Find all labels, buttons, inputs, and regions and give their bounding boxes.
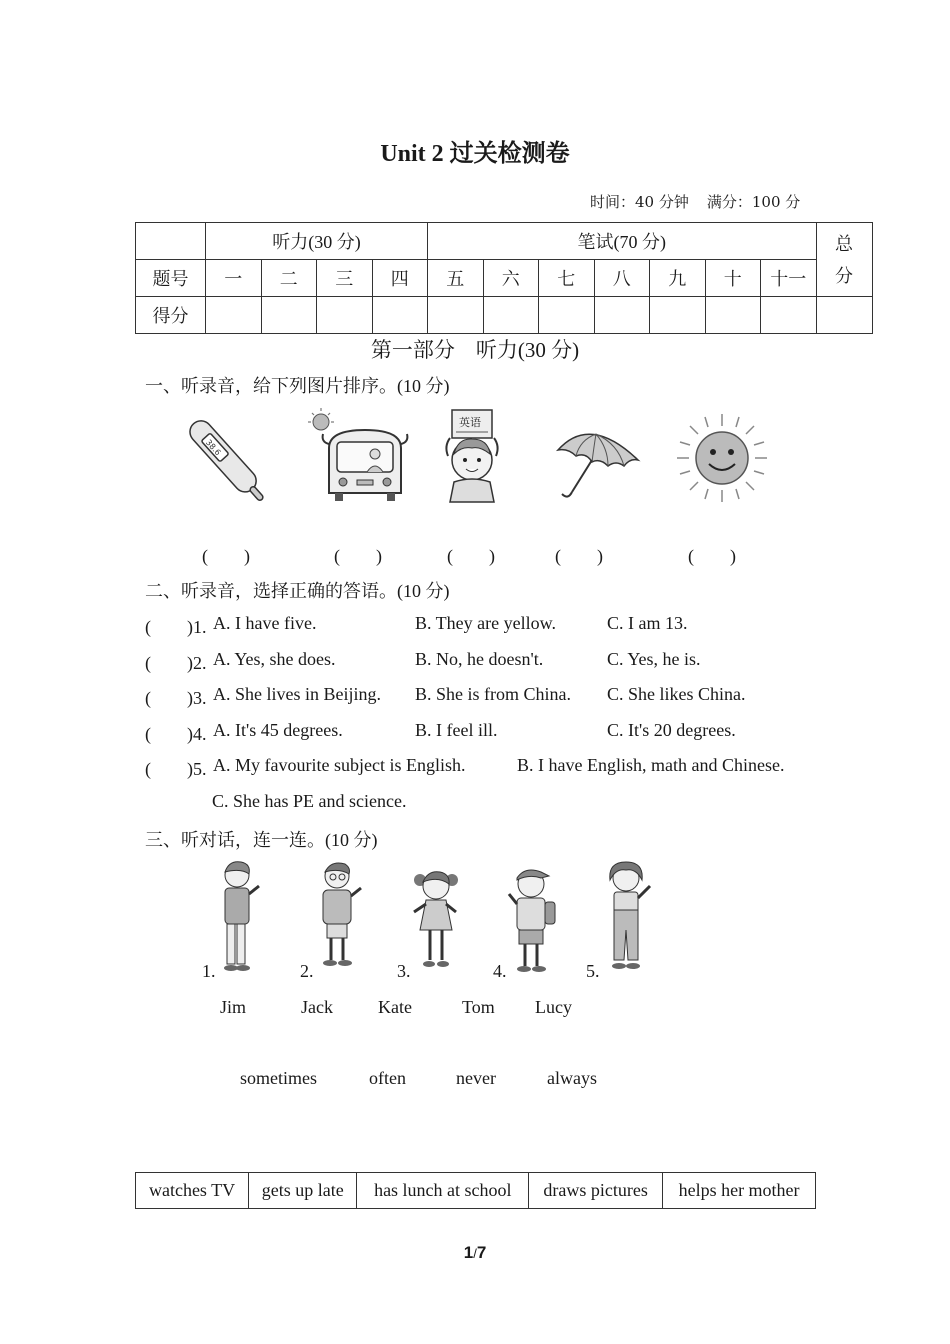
kid-tom-picture [505,866,560,976]
q2-item-5 [0,755,950,779]
q1-heading: 一、听录音，给下列图片排序。(10 分) [145,376,450,396]
score-input-cell[interactable] [261,297,317,334]
question-number-cell: 十 [705,260,761,297]
time-limit: 时间：40 分钟 [590,193,689,211]
bus-picture [305,408,410,503]
q2-item-2-option-c: C. Yes, he is. [607,649,701,669]
frequency-sometimes[interactable]: sometimes [240,1068,317,1088]
q1-blank-2[interactable]: ( ) [334,546,382,566]
kid-number-1: 1. [202,961,216,981]
kid-name-jim[interactable]: Jim [220,997,247,1017]
score-table-corner [136,223,206,260]
question-number-cell: 三 [317,260,373,297]
question-number-cell: 四 [372,260,428,297]
frequency-always[interactable]: always [547,1068,597,1088]
activity-has-lunch-at-school[interactable]: has lunch at school [357,1173,529,1209]
kid-name-kate[interactable]: Kate [378,997,412,1017]
q1-blank-4[interactable]: ( ) [555,546,603,566]
question-number-cell: 十一 [761,260,817,297]
total-pages: 7 [476,1243,487,1262]
q2-item-5-blank[interactable]: ( )5. [145,759,207,779]
total-header-text: 总分 [835,233,854,286]
kid-number-4: 4. [493,961,507,981]
q2-item-4-option-c: C. It's 20 degrees. [607,720,736,740]
listening-header: 听力(30 分) [206,223,428,260]
score-input-cell[interactable] [372,297,428,334]
activity-gets-up-late[interactable]: gets up late [249,1173,357,1209]
activity-watches-tv[interactable]: watches TV [136,1173,249,1209]
exam-meta [590,191,800,212]
kid-jim-picture [215,860,265,975]
score-input-cell[interactable] [428,297,484,334]
frequency-never[interactable]: never [456,1068,496,1088]
score-input-cell[interactable] [317,297,373,334]
activity-helps-her-mother[interactable]: helps her mother [663,1173,816,1209]
q2-item-3-blank[interactable]: ( )3. [145,688,207,708]
kid-name-jack[interactable]: Jack [301,997,333,1017]
score-input-cell[interactable] [705,297,761,334]
kid-number-3: 3. [397,961,411,981]
boy-with-english-book-picture [440,408,505,503]
current-page: 1 [463,1243,474,1262]
sun-picture [675,412,770,504]
row-label-score: 得分 [136,297,206,334]
q2-item-2-blank[interactable]: ( )2. [145,653,207,673]
thermometer-picture [175,415,275,505]
q2-item-3 [0,684,950,708]
full-score: 满分：100 分 [706,193,801,211]
score-input-cell[interactable] [483,297,539,334]
kid-number-5: 5. [586,961,600,981]
kid-name-lucy[interactable]: Lucy [535,997,572,1017]
q2-item-5-option-c: C. She has PE and science. [212,791,407,811]
q2-item-1-option-c: C. I am 13. [607,613,688,633]
score-input-cell[interactable] [650,297,706,334]
kid-kate-picture [410,868,465,973]
q1-blank-1[interactable]: ( ) [202,546,250,566]
question-number-cell: 一 [206,260,262,297]
q2-item-3-option-a: A. She lives in Beijing. [213,684,381,704]
q3-heading: 三、听对话，连一连。(10 分) [145,830,378,850]
question-number-cell: 九 [650,260,706,297]
question-number-cell: 二 [261,260,317,297]
q2-item-4 [0,720,950,744]
kid-number-2: 2. [300,961,314,981]
q2-item-4-option-b: B. I feel ill. [415,720,498,740]
frequency-often[interactable]: often [369,1068,406,1088]
q2-item-5-option-b: B. I have English, math and Chinese. [517,755,785,775]
q2-item-5-option-a: A. My favourite subject is English. [213,755,466,775]
q2-item-2 [0,649,950,673]
umbrella-picture [550,420,645,500]
q2-item-1-option-b: B. They are yellow. [415,613,556,633]
activities-table [135,1172,816,1209]
score-input-cell[interactable] [539,297,595,334]
score-input-cell[interactable] [206,297,262,334]
kid-name-tom[interactable]: Tom [462,997,495,1017]
svg-text:38.6: 38.6 [203,438,223,458]
q2-item-4-option-a: A. It's 45 degrees. [213,720,343,740]
q2-item-2-option-a: A. Yes, she does. [213,649,336,669]
q2-item-1-blank[interactable]: ( )1. [145,617,207,637]
question-number-cell: 七 [539,260,595,297]
kid-jack-picture [315,860,365,970]
question-number-cell: 五 [428,260,484,297]
total-score-cell[interactable] [816,297,872,334]
total-header [816,223,872,297]
page-title: Unit 2 过关检测卷 [380,141,570,167]
activity-draws-pictures[interactable]: draws pictures [529,1173,663,1209]
q2-item-3-option-c: C. She likes China. [607,684,746,704]
q2-item-1-option-a: A. I have five. [213,613,317,633]
row-label-number: 题号 [136,260,206,297]
q1-blank-3[interactable]: ( ) [447,546,495,566]
part1-heading: 第一部分 听力(30 分) [370,338,580,362]
q2-item-4-blank[interactable]: ( )4. [145,724,207,744]
score-table [135,222,873,334]
q2-heading: 二、听录音，选择正确的答语。(10 分) [145,581,450,601]
question-number-cell: 八 [594,260,650,297]
q2-item-2-option-b: B. No, he doesn't. [415,649,544,669]
writing-header: 笔试(70 分) [428,223,817,260]
page-separator: / [473,1246,477,1261]
q1-blank-5[interactable]: ( ) [688,546,736,566]
kid-lucy-picture [600,860,660,978]
score-input-cell[interactable] [594,297,650,334]
book-title: 英语 [459,416,481,429]
q2-item-1 [0,613,950,637]
question-number-cell: 六 [483,260,539,297]
score-input-cell[interactable] [761,297,817,334]
q2-item-3-option-b: B. She is from China. [415,684,571,704]
page-number [0,1243,950,1263]
